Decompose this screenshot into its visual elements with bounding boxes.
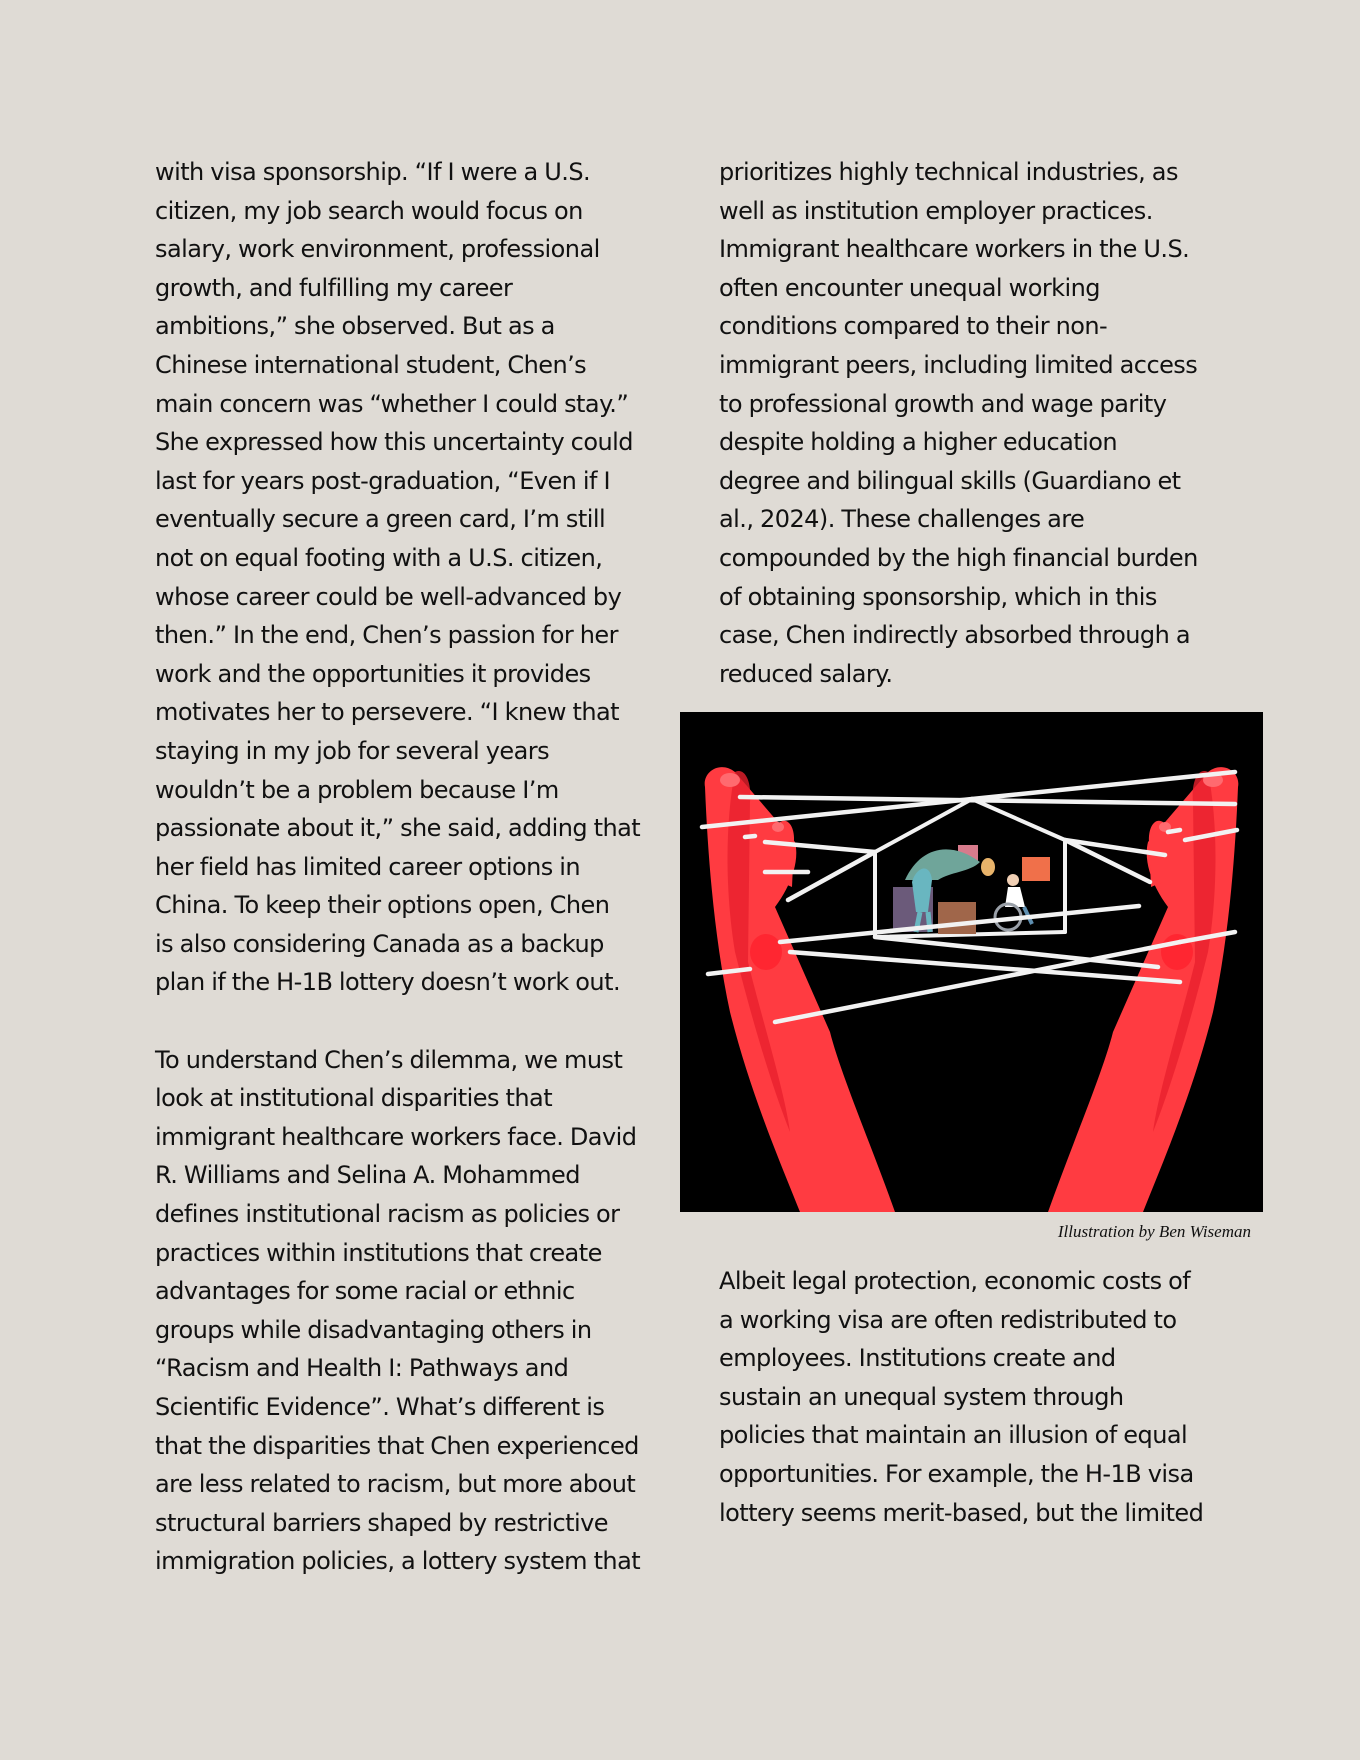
text-line: growth, and fulfilling my career: [155, 273, 513, 302]
text-line: immigrant healthcare workers face. David: [155, 1122, 637, 1151]
text-line: “Racism and Health I: Pathways and: [155, 1354, 569, 1383]
text-line: plan if the H-1B lottery doesn’t work out.: [155, 968, 621, 997]
text-line: groups while disadvantaging others in: [155, 1315, 592, 1344]
text-line: compounded by the high financial burden: [719, 543, 1198, 572]
text-line: prioritizes highly technical industries, as: [719, 158, 1178, 186]
text-line: Albeit legal protection, economic costs of: [719, 1267, 1191, 1295]
text-line: well as institution employer practices.: [719, 196, 1153, 225]
text-line: not on equal footing with a U.S. citizen,: [155, 543, 603, 572]
right-column-bottom: [719, 1262, 1219, 1532]
text-line: her field has limited career options in: [155, 852, 581, 881]
text-line: a working visa are often redistributed to: [719, 1305, 1177, 1334]
text-line: ambitions,” she observed. But as a: [155, 312, 555, 341]
text-line: eventually secure a green card, I’m still: [155, 505, 606, 534]
text-line: al., 2024). These challenges are: [719, 505, 1085, 534]
text-line: salary, work environment, professional: [155, 235, 600, 264]
text-line: She expressed how this uncertainty could: [155, 428, 633, 457]
text-line: China. To keep their options open, Chen: [155, 891, 610, 920]
text-line: conditions compared to their non-: [719, 312, 1108, 341]
text-line: often encounter unequal working: [719, 273, 1100, 302]
text-line: to professional growth and wage parity: [719, 389, 1167, 418]
text-line: Scientific Evidence”. What’s different is: [155, 1393, 605, 1421]
text-line: To understand Chen’s dilemma, we must: [155, 1045, 623, 1074]
image-caption: Illustration by Ben Wiseman: [1057, 1222, 1251, 1241]
text-line: defines institutional racism as policies or: [155, 1200, 620, 1229]
text-line: advantages for some racial or ethnic: [155, 1277, 575, 1306]
text-line: policies that maintain an illusion of equal: [719, 1421, 1188, 1450]
text-line: main concern was “whether I could stay.”: [155, 389, 629, 418]
text-line: Immigrant healthcare workers in the U.S.: [719, 235, 1190, 264]
text-line: with visa sponsorship. “If I were a U.S.: [155, 158, 591, 186]
text-line: degree and bilingual skills (Guardiano et: [719, 466, 1181, 495]
text-line: of obtaining sponsorship, which in this: [719, 582, 1157, 611]
text-line: employees. Institutions create and: [719, 1344, 1116, 1373]
text-line: immigration policies, a lottery system that: [155, 1547, 641, 1576]
text-line: passionate about it,” she said, adding that: [155, 814, 641, 843]
text-line: lottery seems merit-based, but the limited: [719, 1498, 1204, 1527]
text-line: Chinese international student, Chen’s: [155, 350, 587, 379]
text-line: reduced salary.: [719, 659, 893, 688]
text-line: are less related to racism, but more about: [155, 1470, 636, 1499]
text-line: then.” In the end, Chen’s passion for her: [155, 621, 618, 650]
paragraph: [155, 153, 645, 1002]
hands-string-house-illustration: [680, 712, 1263, 1212]
text-line: whose career could be well-advanced by: [155, 582, 622, 611]
text-line: last for years post-graduation, “Even if I: [155, 466, 611, 495]
text-line: despite holding a higher education: [719, 428, 1118, 457]
text-line: that the disparities that Chen experienced: [155, 1431, 639, 1460]
paragraph-gap: [155, 1002, 645, 1041]
text-line: work and the opportunities it provides: [155, 659, 591, 688]
text-line: is also considering Canada as a backup: [155, 929, 604, 958]
text-line: practices within institutions that create: [155, 1238, 602, 1267]
illustration: [680, 712, 1263, 1212]
text-line: look at institutional disparities that: [155, 1084, 553, 1113]
text-line: structural barriers shaped by restrictive: [155, 1508, 608, 1537]
text-line: immigrant peers, including limited access: [719, 350, 1198, 379]
left-column: [155, 153, 645, 1581]
text-line: case, Chen indirectly absorbed through a: [719, 621, 1190, 650]
text-line: citizen, my job search would focus on: [155, 196, 583, 225]
paragraph: [155, 1041, 645, 1581]
text-line: R. Williams and Selina A. Mohammed: [155, 1161, 580, 1190]
right-column-top: [719, 153, 1219, 693]
text-line: opportunities. For example, the H-1B visa: [719, 1459, 1194, 1488]
text-line: wouldn’t be a problem because I’m: [155, 775, 559, 804]
text-line: staying in my job for several years: [155, 736, 550, 765]
text-line: sustain an unequal system through: [719, 1382, 1124, 1411]
text-line: motivates her to persevere. “I knew that: [155, 698, 620, 727]
